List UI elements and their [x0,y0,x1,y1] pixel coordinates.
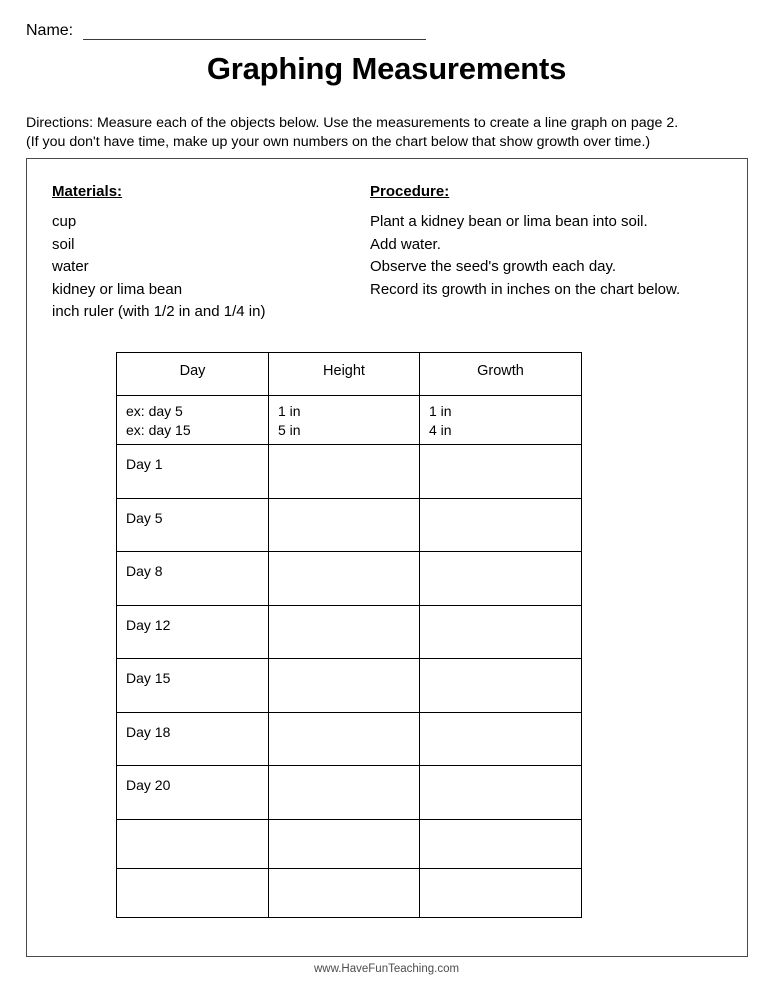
procedure-column [370,182,750,301]
materials-column [52,182,362,324]
list-item: Plant a kidney bean or lima bean into soil. [370,213,648,230]
example-day-line-1: ex: day 5 [126,403,183,419]
day-label-cell: Day 5 [117,498,269,552]
table-row [117,659,582,713]
day-label-cell: Day 18 [117,712,269,766]
example-height-line-1: 1 in [278,403,301,419]
directions-label: Directions [26,115,90,131]
name-label: Name: [26,22,74,39]
day-entry-cell[interactable] [117,868,269,917]
example-height-line-2: 5 in [278,422,301,438]
height-entry-cell[interactable] [269,712,420,766]
list-item: water [52,258,89,275]
table-row [117,445,582,499]
example-height-cell [269,396,420,445]
list-item: soil [52,235,75,253]
height-entry-cell[interactable] [269,819,420,868]
page-title: Graphing Measurements [206,51,567,86]
materials-heading: Materials: [52,183,123,200]
growth-entry-cell[interactable] [420,819,582,868]
procedure-list [370,211,750,301]
list-item: Record its growth in inches on the chart below. [370,280,681,298]
example-day-line-2: ex: day 15 [126,422,191,438]
list-item: inch ruler (with 1/2 in and 1/4 in) [52,303,266,320]
growth-entry-cell[interactable] [420,868,582,917]
example-growth-line-2: 4 in [429,422,452,438]
column-header-growth: Growth [420,353,582,396]
list-item: Add water. [370,235,441,253]
height-entry-cell[interactable] [269,605,420,659]
procedure-heading: Procedure: [370,183,450,200]
height-entry-cell[interactable] [269,868,420,917]
name-write-line[interactable] [83,24,426,40]
example-day-cell [117,396,269,445]
growth-entry-cell[interactable] [420,766,582,820]
name-field-row [26,22,426,40]
table-header-row [117,353,582,396]
materials-list [52,211,362,324]
measurement-table [116,352,582,918]
column-header-day: Day [117,353,269,396]
growth-entry-cell[interactable] [420,659,582,713]
list-item: Observe the seed's growth each day. [370,258,617,275]
growth-entry-cell[interactable] [420,712,582,766]
list-item: cup [52,213,77,230]
footer-website: www.HaveFunTeaching.com [313,963,460,975]
table-row [117,868,582,917]
table-row [117,552,582,606]
growth-entry-cell[interactable] [420,552,582,606]
column-header-height: Height [269,353,420,396]
table-row [117,498,582,552]
table-row-example [117,396,582,445]
day-label-cell: Day 20 [117,766,269,820]
table-row [117,712,582,766]
table-row [117,605,582,659]
height-entry-cell[interactable] [269,445,420,499]
day-label-cell: Day 8 [117,552,269,606]
example-growth-line-1: 1 in [429,403,452,419]
table-row [117,819,582,868]
directions-line-2: (If you don't have time, make up your own numbers on the chart below that show growth over time.) [26,134,651,150]
day-entry-cell[interactable] [117,819,269,868]
list-item: kidney or lima bean [52,280,183,298]
growth-entry-cell[interactable] [420,605,582,659]
day-label-cell: Day 12 [117,605,269,659]
directions-block [26,114,752,152]
growth-entry-cell[interactable] [420,445,582,499]
height-entry-cell[interactable] [269,766,420,820]
directions-line-1: : Measure each of the objects below. Use the measurements to create a line graph on page 2. [89,115,679,131]
example-growth-cell [420,396,582,445]
day-label-cell: Day 1 [117,445,269,499]
height-entry-cell[interactable] [269,498,420,552]
height-entry-cell[interactable] [269,659,420,713]
table-row [117,766,582,820]
day-label-cell: Day 15 [117,659,269,713]
growth-entry-cell[interactable] [420,498,582,552]
height-entry-cell[interactable] [269,552,420,606]
